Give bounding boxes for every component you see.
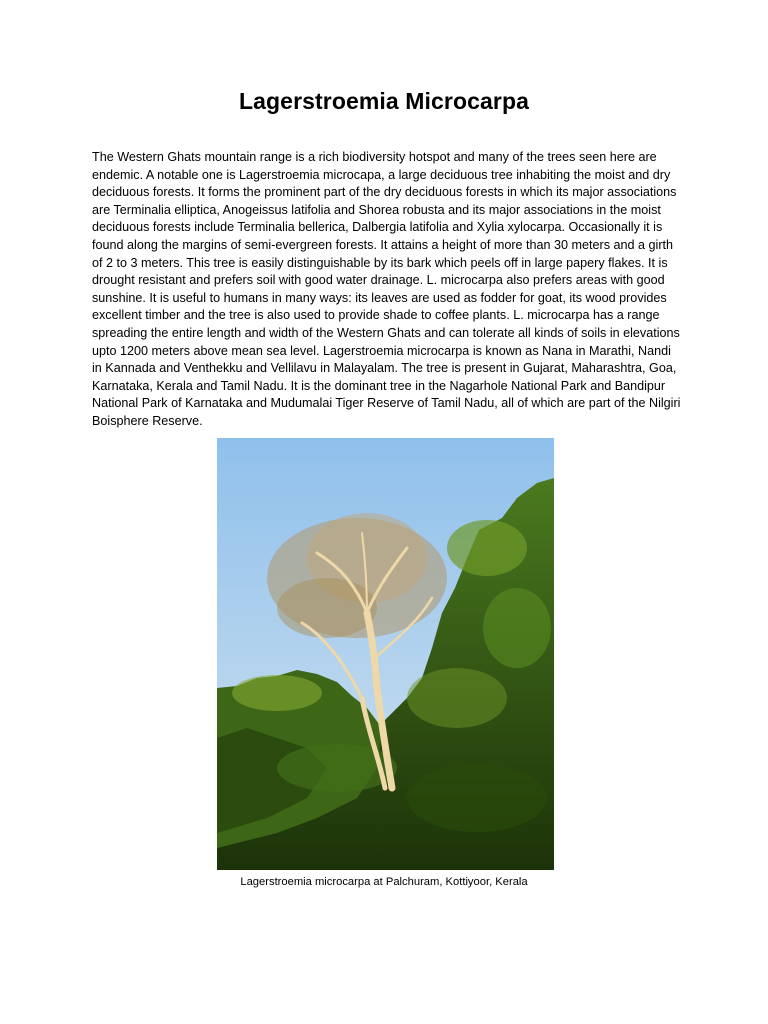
body-paragraph: The Western Ghats mountain range is a rich biodiversity hotspot and many of the trees seen here are endemic. A notable one is Lagerstroemia microcapa, a large deciduous tree inhabiting the moist and dry deciduous forests. It forms the prominent part of the dry deciduous forests in which its major associations are Terminalia elliptica, Anogeissus latifolia and Shorea robusta and its major associations in the moist deciduous forests include Terminalia bellerica, Dalbergia latifolia and Xylia xylocarpa. Occasionally it is found along the margins of semi-evergreen forests. It attains a height of more than 30 meters and a girth of 2 to 3 meters. This tree is easily distinguishable by its bark which peels off in large papery flakes. It is drought resistant and prefers soil with good water drainage. L. microcarpa also prefers areas with good sunshine. It is useful to humans in many ways: its leaves are used as fodder for goat, its wood provides excellent timber and the tree is also used to provide shade to coffee plants. L. microcarpa has a range spreading the entire length and width of the Western Ghats and can tolerate all kinds of soils in elevations upto 1200 meters above mean sea level. Lagerstroemia microcarpa is known as Nana in Marathi, Nandi in Kannada and Venthekku and Vellilavu in Malayalam. The tree is present in Gujarat, Maharashtra, Goa, Karnataka, Kerala and Tamil Nadu. It is the dominant tree in the Nagarhole National Park and Bandipur National Park of Karnataka and Mudumalai Tiger Reserve of Tamil Nadu, all of which are part of the Nilgiri Boisphere Reserve. bbox=[92, 150, 681, 428]
figure-caption: Lagerstroemia microcarpa at Palchuram, Kottiyoor, Kerala bbox=[240, 876, 528, 888]
page-title: Lagerstroemia Microcarpa bbox=[238, 88, 529, 114]
tree-photo bbox=[217, 438, 554, 870]
